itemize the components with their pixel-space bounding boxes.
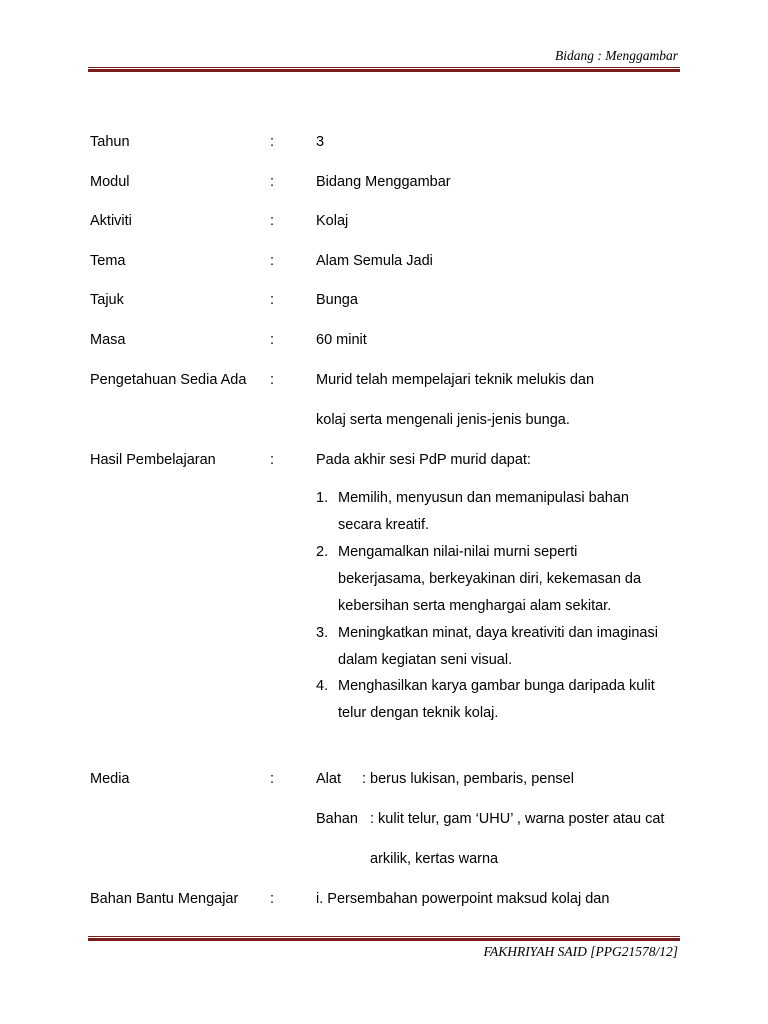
hasil-intro: Pada akhir sesi PdP murid dapat: [316,452,531,468]
media-label: Media [90,771,130,787]
tahun-label: Tahun [90,134,130,150]
bahan-value: : kulit telur, gam ‘UHU’ , warna poster atau cat [370,811,665,827]
colon: : [270,253,275,269]
pengetahuan-label: Pengetahuan Sedia Ada [90,372,247,388]
colon: : [270,372,275,388]
tema-value: Alam Semula Jadi [316,253,433,269]
colon: : [270,771,275,787]
masa-label: Masa [90,332,126,348]
page-footer: FAKHRIYAH SAID [PPG21578/12] [483,944,678,959]
tajuk-value: Bunga [316,292,358,308]
alat-label: Alat [316,771,341,787]
list-number: 4. [316,678,329,694]
bahan-label: Bahan [316,811,358,827]
alat-value: : berus lukisan, pembaris, pensel [362,771,574,787]
list-line: bekerjasama, berkeyakinan diri, kekemasan da [338,571,642,587]
list-line: dalam kegiatan seni visual. [338,652,513,668]
hasil-label: Hasil Pembelajaran [90,452,216,468]
header-divider [88,67,680,72]
colon: : [270,292,275,308]
list-line: telur dengan teknik kolaj. [338,705,499,721]
list-number: 2. [316,544,329,560]
bbm-label: Bahan Bantu Mengajar [90,891,239,907]
pengetahuan-line-1: Murid telah mempelajari teknik melukis dan [316,372,595,388]
modul-value: Bidang Menggambar [316,174,451,190]
aktiviti-label: Aktiviti [90,213,132,229]
list-line: Meningkatkan minat, daya kreativiti dan imaginasi [338,625,658,641]
modul-label: Modul [90,174,130,190]
list-line: secara kreatif. [338,517,430,533]
bbm-first-line: i. Persembahan powerpoint maksud kolaj dan [316,891,610,907]
tahun-value: 3 [316,134,325,150]
footer-divider [88,936,680,941]
masa-value: 60 minit [316,332,367,348]
list-line: Memilih, menyusun dan memanipulasi bahan [338,490,629,506]
colon: : [270,134,275,150]
colon: : [270,891,275,907]
pengetahuan-line-2: kolaj serta mengenali jenis-jenis bunga. [316,412,570,428]
colon: : [270,452,275,468]
bahan-continuation: arkilik, kertas warna [370,851,499,867]
aktiviti-value: Kolaj [316,213,349,229]
list-number: 3. [316,625,329,641]
tajuk-label: Tajuk [90,292,124,308]
page-header: Bidang : Menggambar [555,48,678,63]
colon: : [270,174,275,190]
list-line: Mengamalkan nilai-nilai murni seperti [338,544,578,560]
colon: : [270,332,275,348]
list-number: 1. [316,490,329,506]
tema-label: Tema [90,253,126,269]
list-line: Menghasilkan karya gambar bunga daripada kulit [338,678,655,694]
list-line: kebersihan serta menghargai alam sekitar. [338,598,612,614]
colon: : [270,213,275,229]
